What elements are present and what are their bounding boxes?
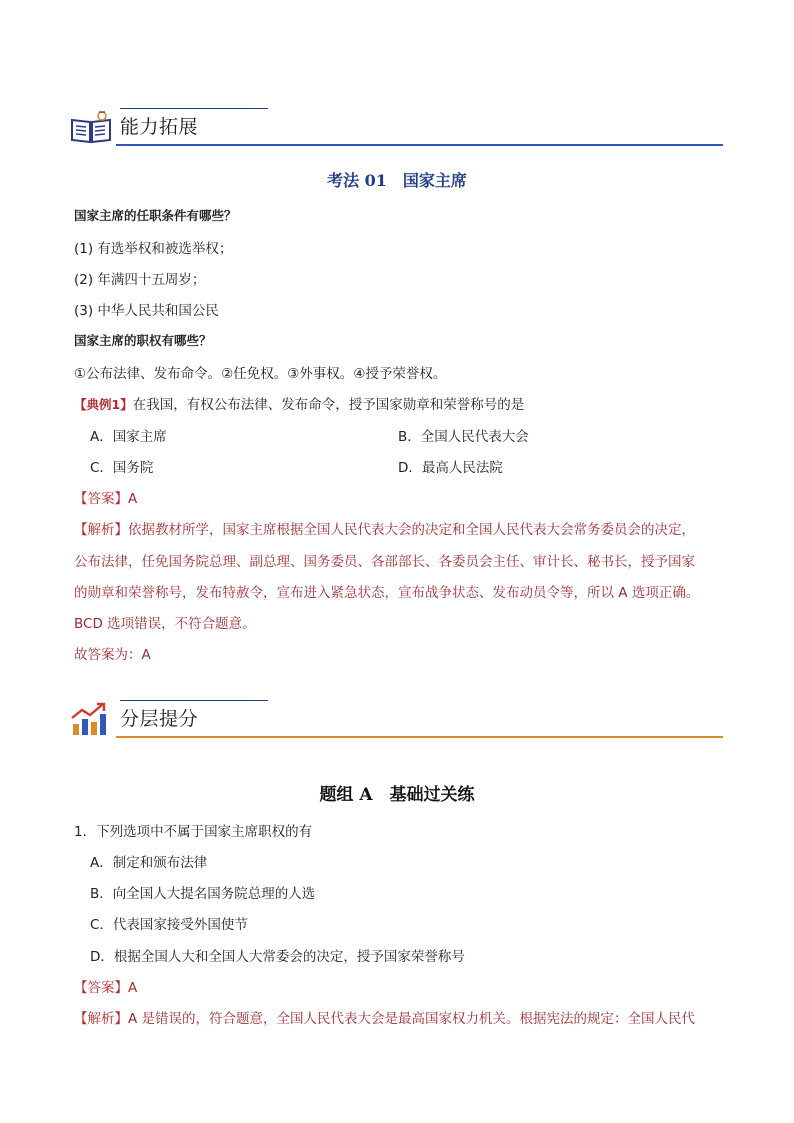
answer-tag: 【答案】: [74, 980, 128, 996]
analysis-tag: 【解析】: [74, 1011, 128, 1027]
analysis-line: BCD 选项错误，不符合题意。: [74, 616, 256, 632]
option-c: C．国务院: [90, 460, 154, 476]
example-stem: [74, 393, 524, 413]
analysis-line: [74, 518, 695, 538]
header-top-rule: [120, 108, 268, 109]
option-d: D．最高人民法院: [398, 460, 503, 476]
option-a: A．制定和颁布法律: [90, 855, 208, 871]
section-title: 能力拓展: [120, 116, 199, 138]
condition-item: (1) 有选举权和被选举权；: [74, 241, 233, 257]
answer-tag: 【答案】: [74, 491, 128, 507]
powers-text: ①公布法律、发布命令。②任免权。③外事权。④授予荣誉权。: [74, 366, 447, 382]
question-analysis: [74, 1007, 695, 1027]
option-b: B．向全国人大提名国务院总理的人选: [90, 886, 316, 902]
header-bottom-rule: [116, 736, 723, 738]
option-d: D．根据全国人大和全国人大常委会的决定，授予国家荣誉称号: [90, 949, 465, 965]
condition-item: (3) 中华人民共和国公民: [74, 303, 219, 319]
question-stem: 1．下列选项中不属于国家主席职权的有: [74, 824, 313, 840]
example-stem-text: 在我国，有权公布法律、发布命令，授予国家勋章和荣誉称号的是: [132, 397, 525, 413]
section-header-ability: [70, 108, 723, 148]
powers-heading: 国家主席的职权有哪些？: [74, 333, 212, 348]
answer-value: A: [128, 491, 138, 507]
analysis-line: 公布法律，任免国务院总理、副总理、国务委员、各部部长、各委员会主任、审计长、秘书长，授予国家: [74, 554, 695, 570]
example-tag: 【典例1】: [74, 397, 133, 412]
bar-chart-growth-icon: [70, 702, 112, 736]
header-bottom-rule: [116, 144, 723, 146]
condition-item: (2) 年满四十五周岁；: [74, 272, 206, 288]
group-title: 题组 A 基础过关练: [319, 785, 475, 805]
conditions-heading: 国家主席的任职条件有哪些？: [74, 208, 237, 223]
section-header-levels: [70, 700, 723, 740]
open-book-icon: [70, 110, 112, 144]
example-answer: [74, 487, 137, 507]
analysis-tag: 【解析】: [74, 522, 128, 538]
section-title: 分层提分: [120, 708, 199, 730]
final-answer: 故答案为：A: [74, 647, 151, 663]
answer-value: A: [128, 980, 138, 996]
analysis-line: 的勋章和荣誉称号，发布特赦令，宣布进入紧急状态，宣布战争状态、发布动员令等，所以 A 选项正确。: [74, 585, 700, 601]
analysis-text: 依据教材所学，国家主席根据全国人民代表大会的决定和全国人民代表大会常务委员会的决定，: [128, 522, 695, 538]
option-a: A．国家主席: [90, 429, 167, 445]
option-c: C．代表国家接受外国使节: [90, 917, 248, 933]
question-answer: [74, 976, 137, 996]
header-top-rule: [120, 700, 268, 701]
analysis-text: A 是错误的，符合题意，全国人民代表大会是最高国家权力机关。根据宪法的规定：全国人民代: [128, 1011, 696, 1027]
option-b: B．全国人民代表大会: [398, 429, 529, 445]
topic-title: 考法 01 国家主席: [327, 171, 467, 190]
